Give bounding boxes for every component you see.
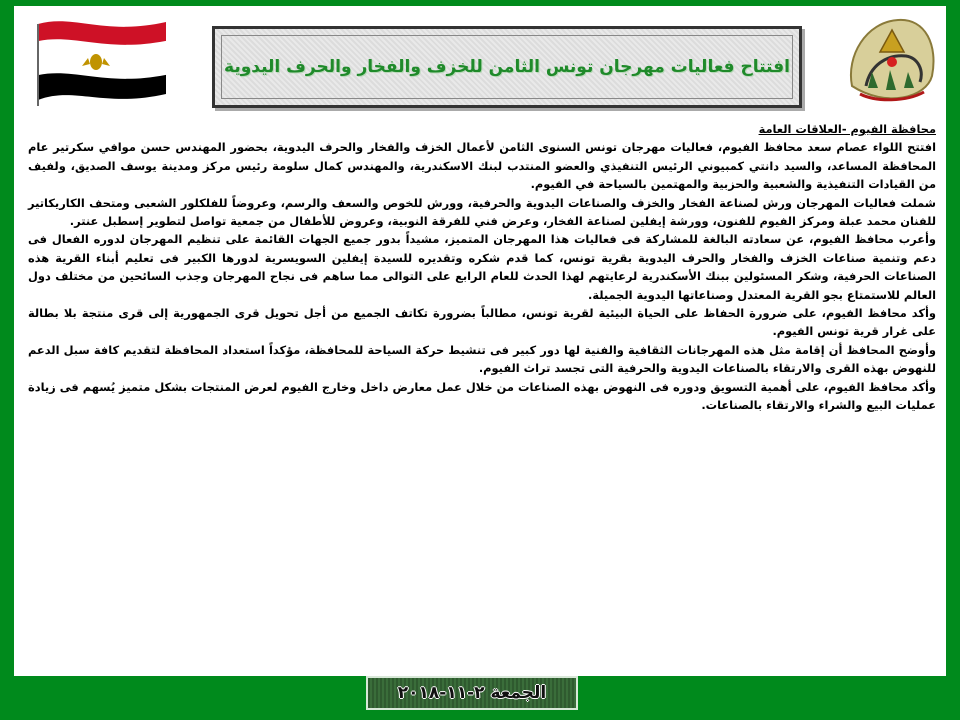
date-banner (366, 676, 578, 710)
article-body (28, 120, 936, 415)
article-paragraph: وأوضح المحافظ أن إقامة مثل هذه المهرجانات الثقافية والفنية لها دور كبير فى تنشيط حركة السياحة للمحافظة، مؤكداً استعداد المحافظة لتقديم كافة سبل الدعم للنهوض بهذه القرى والارتقاء بالصناعات اليدوية والحرفية التى تجسد تراث الفيوم. (28, 342, 936, 376)
egypt-flag-icon (34, 14, 170, 110)
headline-box (212, 26, 802, 108)
fayoum-governorate-emblem-icon (846, 16, 938, 108)
article-paragraph: وأكد محافظ الفيوم، على ضرورة الحفاظ على الحياة البيئية لقرية تونس، مطالباً بضرورة تكاتف الجميع من أجل تحويل قرى الجمهورية إلى قرى منتجة بلا بطالة على غرار قرية تونس الفيوم. (28, 306, 936, 339)
headline: افتتاح فعاليات مهرجان تونس الثامن للخزف والفخار والحرف اليدوية (224, 57, 790, 77)
article-paragraph: افتتح اللواء عصام سعد محافظ الفيوم، فعاليات مهرجان تونس السنوى الثامن لأعمال الخزف والفخار والحرف اليدوية، بحضور المهندس حسن موافي سكرتير عام المحافظة المساعد، والسيد دانتي كمبيوني الرئيس التنفيذي والعضو المنتدب لبنك الاسكندرية، والمهندس كمال سلومة رئيس مركز ومدينة يوسف الصديق، ولفيف من القيادات التنفيذية والشعبية والحزبية والمهتمين بالسياحة في الفيوم. (28, 140, 936, 192)
publication-date: الجمعة ٢-١١-٢٠١٨ (397, 683, 547, 703)
page-panel (14, 6, 946, 676)
article-paragraph: شملت فعاليات المهرجان ورش لصناعة الفخار والخزف والصناعات اليدوية والحرفية، وورش للخوص والسعف والرسم، وعروضاً للفلكلور الشعبى ومتحف الكاريكاتير للفنان محمد عبلة ومركز الفيوم للفنون، وورشة إيفلين لصناعة الفخار، وعرض فني للفرقة النوبية، وعروض للأطفال من جمعية تواصل لتطوير إسطبل عنتر. (28, 195, 936, 229)
article-paragraph: وأعرب محافظ الفيوم، عن سعادته البالغة للمشاركة فى فعاليات هذا المهرجان المتميز، مشيداً بدور جميع الجهات القائمة على تنظيم المهرجان لدوره الفعال فى دعم وتنمية صناعات الخزف والفخار والحرف اليدوية بقرية تونس، كما قدم شكره وتقديره للسيدة إيفلين السويسرية لدورها الكبير فى تعليم أبناء القرية هذه الصناعات الحرفية، وشكر المسئولين ببنك الأسكندرية لرعايتهم لهذا الحدث للعام الرابع على التوالى مما ساهم فى نجاح المهرجان وجذب السائحين من مختلف دول العالم للاستمتاع بجو القرية المعتدل وصناعاتها اليدوية الجميلة. (28, 232, 936, 302)
article-paragraph: وأكد محافظ الفيوم، على أهمية التسويق ودوره فى النهوض بهذه الصناعات من خلال عمل معارض داخل وخارج الفيوم لعرض المنتجات بشكل متميز يُسهم فى زيادة عمليات البيع والشراء والارتقاء بالصناعات. (28, 379, 936, 413)
article-byline: محافظة الفيوم -العلاقات العامة (758, 122, 936, 136)
